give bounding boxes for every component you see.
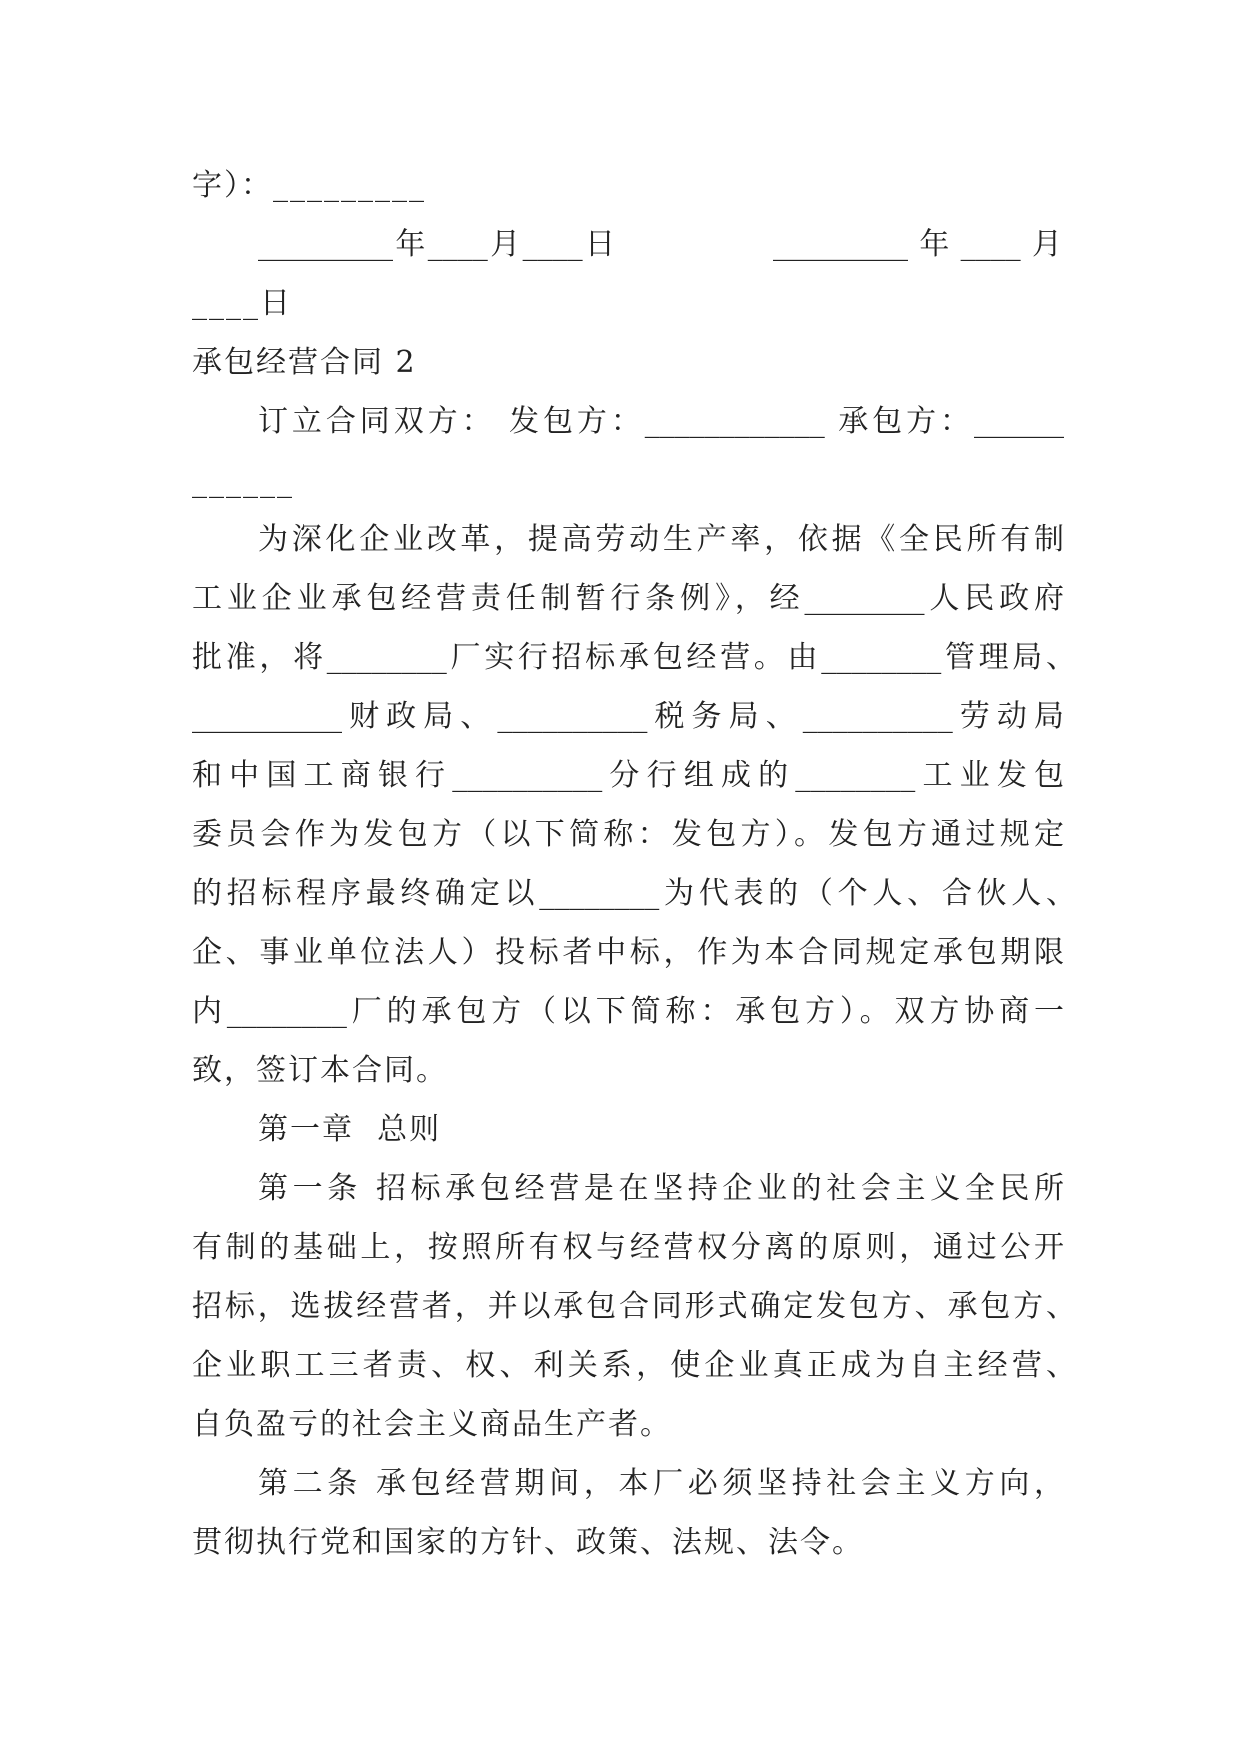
preamble-line: __________财政局、__________税务局、__________劳动局 [192, 699, 1064, 734]
preamble-line: 批准，将________厂实行招标承包经营。由________管理局、 [192, 640, 1076, 675]
article-1-line: 有制的基础上，按照所有权与经营权分离的原则，通过公开 [192, 1230, 1064, 1265]
date-party-b-day: ____日 [192, 286, 292, 321]
chapter-heading: 第一章 总则 [258, 1112, 442, 1147]
article-1-line: 自负盈亏的社会主义商品生产者。 [192, 1407, 672, 1442]
contract-title: 承包经营合同 2 [192, 345, 417, 380]
article-1-line: 第一条 招标承包经营是在坚持企业的社会主义全民所 [258, 1171, 1064, 1206]
article-2-line: 贯彻执行党和国家的方针、政策、法规、法令。 [192, 1525, 864, 1560]
article-1-line: 招标，选拔经营者，并以承包合同形式确定发包方、承包方、 [192, 1289, 1076, 1324]
preamble-line: 的招标程序最终确定以________为代表的（个人、合伙人、 [192, 876, 1076, 911]
preamble-line: 和中国工商银行__________分行组成的________工业发包 [192, 758, 1064, 793]
signature-line: 字）：_________ [192, 168, 426, 203]
preamble-line: 企、事业单位法人）投标者中标，作为本合同规定承包期限 [192, 935, 1064, 970]
preamble-line: 工业企业承包经营责任制暂行条例》，经________人民政府 [192, 581, 1064, 616]
date-party-a: _________年____月____日 [258, 227, 615, 262]
preamble-line: 内________厂的承包方（以下简称：承包方）。双方协商一 [192, 994, 1064, 1029]
parties-line: 订立合同双方： 发包方：____________ 承包方：______ [258, 404, 1064, 439]
article-1-line: 企业职工三者责、权、利关系，使企业真正成为自主经营、 [192, 1348, 1076, 1383]
parties-line-continued: ______ [192, 464, 294, 499]
article-2-line: 第二条 承包经营期间，本厂必须坚持社会主义方向， [258, 1466, 1064, 1501]
preamble-line: 致，签订本合同。 [192, 1053, 448, 1088]
preamble-line: 为深化企业改革，提高劳动生产率，依据《全民所有制 [258, 522, 1064, 557]
date-party-b: _________年____月 [773, 227, 1062, 262]
preamble-line: 委员会作为发包方（以下简称：发包方）。发包方通过规定 [192, 817, 1064, 852]
